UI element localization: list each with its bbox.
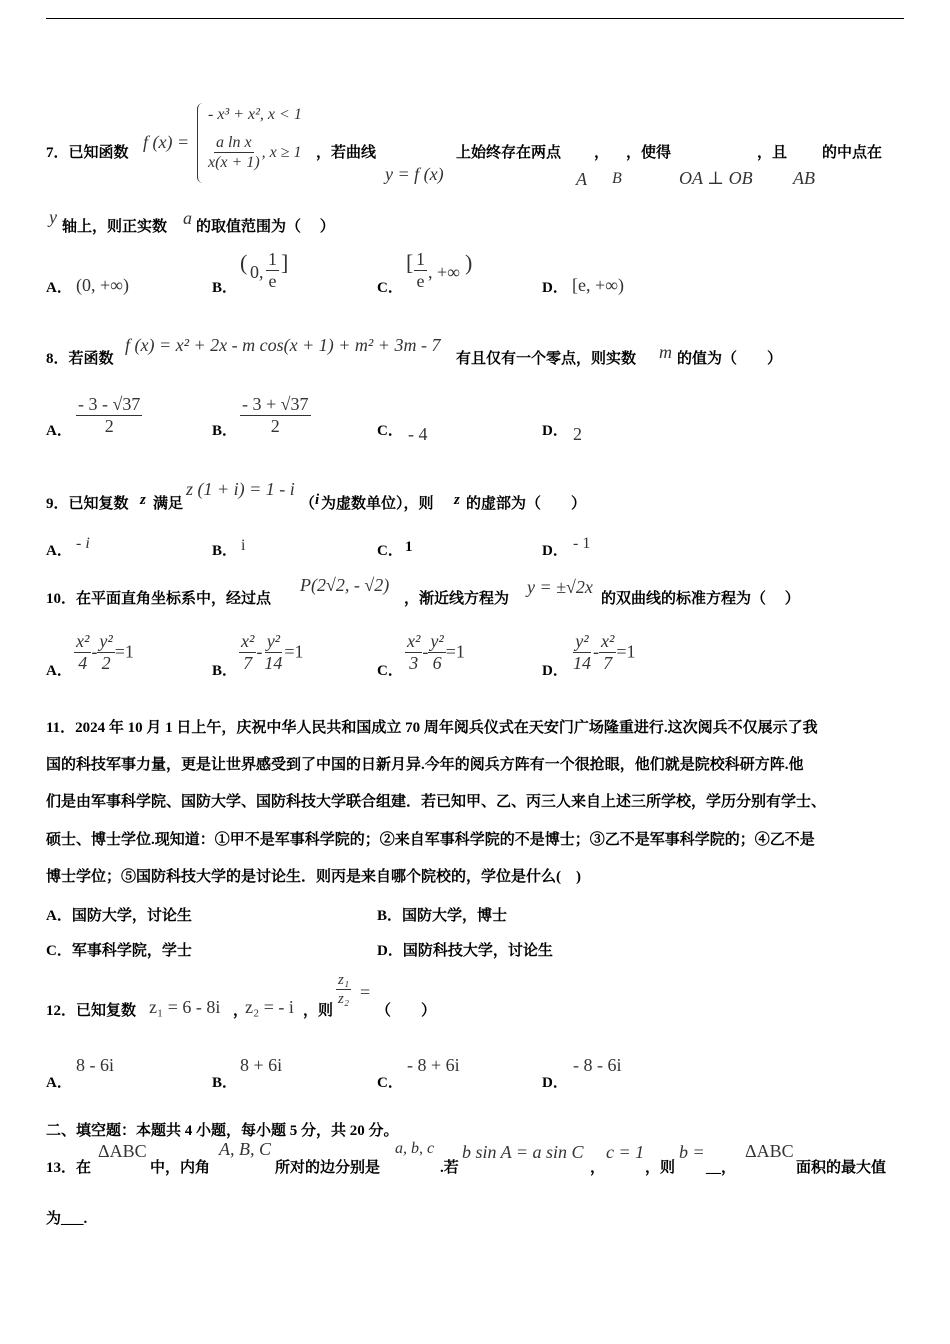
q10-optA-n1: x² bbox=[76, 631, 90, 651]
q11-line1: 11．2024 年 10 月 1 日上午，庆祝中华人民共和国成立 70 周年阅兵仪式在天安门广场隆重进行.这次阅兵不仅展示了我 bbox=[46, 720, 818, 736]
q7-optC-frac bbox=[414, 250, 427, 292]
q7-optB-rbracket: ] bbox=[281, 250, 289, 275]
q7-optB-label: B． bbox=[212, 280, 238, 296]
q13-mid2: 所对的边分别是 bbox=[275, 1160, 381, 1176]
q10-optC bbox=[405, 632, 465, 674]
q10-optB-d1: 7 bbox=[243, 652, 253, 673]
q9-i: i bbox=[315, 492, 320, 508]
q7-line2-y: y bbox=[49, 207, 57, 227]
q11-line2: 国的科技军事力量，更是让世界感受到了中国的日新月异.今年的阅兵方阵有一个很抢眼，他们就是院校科研方阵.他 bbox=[46, 757, 804, 773]
q7-fx: f (x) = bbox=[143, 132, 190, 152]
q10-optA-eq: =1 bbox=[114, 641, 134, 662]
q7-curve: y = f (x) bbox=[385, 164, 444, 184]
q13-sides: a, b, c bbox=[395, 1140, 435, 1157]
q13-c1: c = 1 bbox=[606, 1142, 645, 1162]
q9-optB: i bbox=[241, 537, 246, 554]
q8-optB-den: 2 bbox=[270, 415, 280, 436]
q7-AB: AB bbox=[793, 168, 815, 188]
q8-optA-den: 2 bbox=[104, 415, 114, 436]
q8-optA bbox=[76, 395, 142, 437]
q12-optA: 8 - 6i bbox=[76, 1055, 114, 1075]
q8-optA-num: - 3 - √37 bbox=[78, 394, 141, 414]
q12-frac-num: z₁ bbox=[338, 972, 350, 988]
q10-optD-n1: y² bbox=[575, 631, 589, 651]
section-2-heading: 二、填空题：本题共 4 小题，每小题 5 分，共 20 分。 bbox=[46, 1123, 399, 1139]
q7-optC-den: e bbox=[416, 270, 425, 291]
q11-optB: B．国防大学，博士 bbox=[377, 908, 508, 924]
q13-tri2: ΔABC bbox=[745, 1141, 794, 1161]
q12-optA-label: A． bbox=[46, 1075, 72, 1091]
q8-optB bbox=[240, 395, 311, 437]
q8-optB-label: B． bbox=[212, 423, 238, 439]
q10-prefix: 10．在平面直角坐标系中，经过点 bbox=[46, 591, 272, 607]
q9-mid1: 满足 bbox=[153, 496, 184, 512]
q12-optB-label: B． bbox=[212, 1075, 238, 1091]
q12-optD: - 8 - 6i bbox=[573, 1055, 622, 1075]
q10-optA-n2: y² bbox=[99, 631, 113, 651]
q12-prefix: 12．已知复数 bbox=[46, 1003, 137, 1019]
q9-prefix: 9．已知复数 bbox=[46, 496, 129, 512]
q10-optD-eq: =1 bbox=[616, 641, 636, 662]
q7-optB-lparen: ( bbox=[240, 250, 248, 275]
q13-cond: b sin A = a sin C bbox=[462, 1142, 584, 1162]
q10-optC-n2: y² bbox=[430, 631, 444, 651]
q7-optA-value: (0, +∞) bbox=[76, 275, 129, 295]
q7-mid1: ，若曲线 bbox=[316, 145, 377, 161]
q7-B: B bbox=[612, 170, 622, 187]
q10-optB-n1: x² bbox=[241, 631, 255, 651]
q13-tri: ΔABC bbox=[98, 1141, 147, 1161]
header-rule bbox=[46, 18, 904, 19]
q13-line2: 为___. bbox=[46, 1211, 88, 1227]
q12-optC: - 8 + 6i bbox=[407, 1055, 460, 1075]
q7-sep1: ， bbox=[594, 145, 610, 161]
q7-optD-value: [e, +∞) bbox=[572, 275, 624, 295]
q7-line2-end: 的取值范围为（ ） bbox=[196, 219, 335, 235]
q9-optA-label: A． bbox=[46, 543, 72, 559]
q10-optB-label: B． bbox=[212, 663, 238, 679]
q10-optC-label: C． bbox=[377, 663, 403, 679]
q7-line2-a: a bbox=[183, 208, 192, 228]
q13-mid4: ，则 bbox=[645, 1160, 676, 1176]
q13-mid1: 中，内角 bbox=[150, 1160, 211, 1176]
q10-optD-label: D． bbox=[542, 663, 568, 679]
q7-mid4: ，且 bbox=[757, 145, 788, 161]
q10-optD-d2: 7 bbox=[603, 652, 613, 673]
q12-z1: z₁ = 6 - 8i bbox=[149, 997, 221, 1017]
q10-optA-d2: 2 bbox=[101, 652, 111, 673]
q7-optD-label: D． bbox=[542, 280, 568, 296]
q10-optC-d1: 3 bbox=[409, 652, 419, 673]
q7-perp: OA ⊥ OB bbox=[679, 168, 753, 188]
q8-m: m bbox=[659, 342, 672, 362]
q8-optD-label: D． bbox=[542, 423, 568, 439]
q10-end: 的双曲线的标准方程为（ ） bbox=[601, 591, 800, 607]
q8-optC: - 4 bbox=[408, 424, 428, 444]
q7-A: A bbox=[576, 169, 587, 189]
q12-optD-label: D． bbox=[542, 1075, 568, 1091]
q11-line3: 们是由军事科学院、国防大学、国防科技大学联合组建．若已知甲、乙、丙三人来自上述三所学校，学历分别有学士、 bbox=[46, 794, 827, 810]
q10-optC-d2: 6 bbox=[432, 652, 442, 673]
q7-brace bbox=[197, 103, 206, 183]
q7-mid5: 的中点在 bbox=[822, 145, 883, 161]
q9-end: 的虚部为（ ） bbox=[466, 496, 587, 512]
q9-mid3: 为虚数单位），则 bbox=[321, 496, 434, 512]
q10-optD-minus: - bbox=[593, 641, 599, 662]
q7-optC-label: C． bbox=[377, 280, 403, 296]
q10-optB-eq: =1 bbox=[284, 641, 304, 662]
q12-eq: = bbox=[360, 982, 371, 1002]
q13-end: 面积的最大值 bbox=[796, 1160, 887, 1176]
q10-optB-minus: - bbox=[256, 641, 263, 662]
q9-optB-label: B． bbox=[212, 543, 238, 559]
q13-sep: ， bbox=[590, 1160, 606, 1176]
q9-mid2: （ bbox=[300, 496, 316, 512]
q7-case2 bbox=[206, 134, 302, 172]
q8-end: 的值为（ ） bbox=[677, 351, 783, 367]
q9-optC-label: C． bbox=[377, 543, 403, 559]
q13-b: b = bbox=[679, 1142, 705, 1162]
q11-optD: D．国防科技大学，讨论生 bbox=[377, 943, 553, 959]
q13-angles: A, B, C bbox=[219, 1139, 271, 1159]
q7-case2-num: a ln x bbox=[216, 134, 252, 151]
q8-mid: 有且仅有一个零点，则实数 bbox=[456, 351, 637, 367]
q10-optA bbox=[74, 632, 134, 674]
q13-prefix: 13．在 bbox=[46, 1160, 92, 1176]
q7-optC-rparen: ) bbox=[465, 250, 473, 275]
q12-frac bbox=[336, 972, 351, 1008]
q8-optC-label: C． bbox=[377, 423, 403, 439]
q12-frac-den: z₂ bbox=[338, 990, 350, 1007]
q8-optB-num: - 3 + √37 bbox=[242, 394, 309, 414]
q9-z: z bbox=[140, 492, 146, 508]
q12-end: （ ） bbox=[376, 1003, 437, 1019]
q7-optA-label: A． bbox=[46, 280, 72, 296]
q12-z2: z₂ = - i bbox=[245, 997, 294, 1017]
q10-optD-n2: x² bbox=[601, 631, 615, 651]
q7-optB-left: 0, bbox=[250, 262, 264, 282]
q7-prefix: 7．已知函数 bbox=[46, 145, 129, 161]
q9-optA: - i bbox=[76, 535, 90, 552]
q9-z2: z bbox=[454, 492, 460, 508]
q10-optD bbox=[571, 632, 636, 674]
q7-optC-lbracket: [ bbox=[406, 250, 414, 275]
q12-optC-label: C． bbox=[377, 1075, 403, 1091]
q7-optC-num: 1 bbox=[416, 249, 425, 269]
q12-sep: ， bbox=[233, 1003, 249, 1019]
q10-optA-d1: 4 bbox=[78, 652, 88, 673]
q10-optD-d1: 14 bbox=[573, 652, 591, 673]
q7-case1: - x³ + x², x < 1 bbox=[208, 106, 302, 123]
q7-optC-right: , +∞ bbox=[428, 262, 460, 282]
q11-optA: A．国防大学，讨论生 bbox=[46, 908, 192, 924]
q10-optB-n2: y² bbox=[266, 631, 281, 651]
q7-mid3: ，使得 bbox=[626, 145, 672, 161]
q7-mid2: 上始终存在两点 bbox=[456, 145, 562, 161]
q7-optB-num: 1 bbox=[268, 249, 277, 269]
q12-mid: ，则 bbox=[303, 1003, 334, 1019]
q8-optA-label: A． bbox=[46, 423, 72, 439]
q7-case2-cond: , x ≥ 1 bbox=[261, 143, 302, 161]
q9-optD: - 1 bbox=[573, 535, 591, 552]
q8-prefix: 8．若函数 bbox=[46, 351, 114, 367]
q10-optA-minus: - bbox=[91, 641, 98, 662]
q13-mid3: .若 bbox=[440, 1160, 459, 1176]
q11-optC: C．军事科学院，学士 bbox=[46, 943, 192, 959]
q10-point: P(2√2, - √2) bbox=[300, 575, 390, 595]
q8-optD: 2 bbox=[573, 424, 582, 444]
q7-optB-frac bbox=[266, 250, 279, 292]
q7-case2-den: x(x + 1) bbox=[208, 153, 260, 171]
q9-optC: 1 bbox=[405, 539, 413, 555]
q9-optD-label: D． bbox=[542, 543, 568, 559]
q12-optB: 8 + 6i bbox=[240, 1055, 283, 1075]
q10-optA-label: A． bbox=[46, 663, 72, 679]
q10-optB-d2: 14 bbox=[264, 652, 283, 673]
q7-optB-den: e bbox=[268, 270, 277, 291]
q10-optC-eq: =1 bbox=[445, 641, 465, 662]
q8-formula: f (x) = x² + 2x - m cos(x + 1) + m² + 3m - 7 bbox=[125, 335, 441, 355]
q11-line4: 硕士、博士学位.现知道：①甲不是军事科学院的；②来自军事科学院的不是博士；③乙不是军事科学院的；④乙不是 bbox=[46, 832, 815, 848]
q11-line5: 博士学位；⑤国防科技大学的是讨论生．则丙是来自哪个院校的，学位是什么( ) bbox=[46, 869, 581, 885]
q10-optB bbox=[239, 632, 304, 674]
q10-optC-n1: x² bbox=[407, 631, 421, 651]
q13-blank: __， bbox=[706, 1160, 737, 1176]
q10-asym: y = ±√2x bbox=[527, 577, 593, 597]
q10-mid: ，渐近线方程为 bbox=[404, 591, 510, 607]
q10-optC-minus: - bbox=[422, 641, 429, 662]
q9-eq: z (1 + i) = 1 - i bbox=[186, 479, 295, 499]
q7-line2-text: 轴上，则正实数 bbox=[62, 219, 168, 235]
